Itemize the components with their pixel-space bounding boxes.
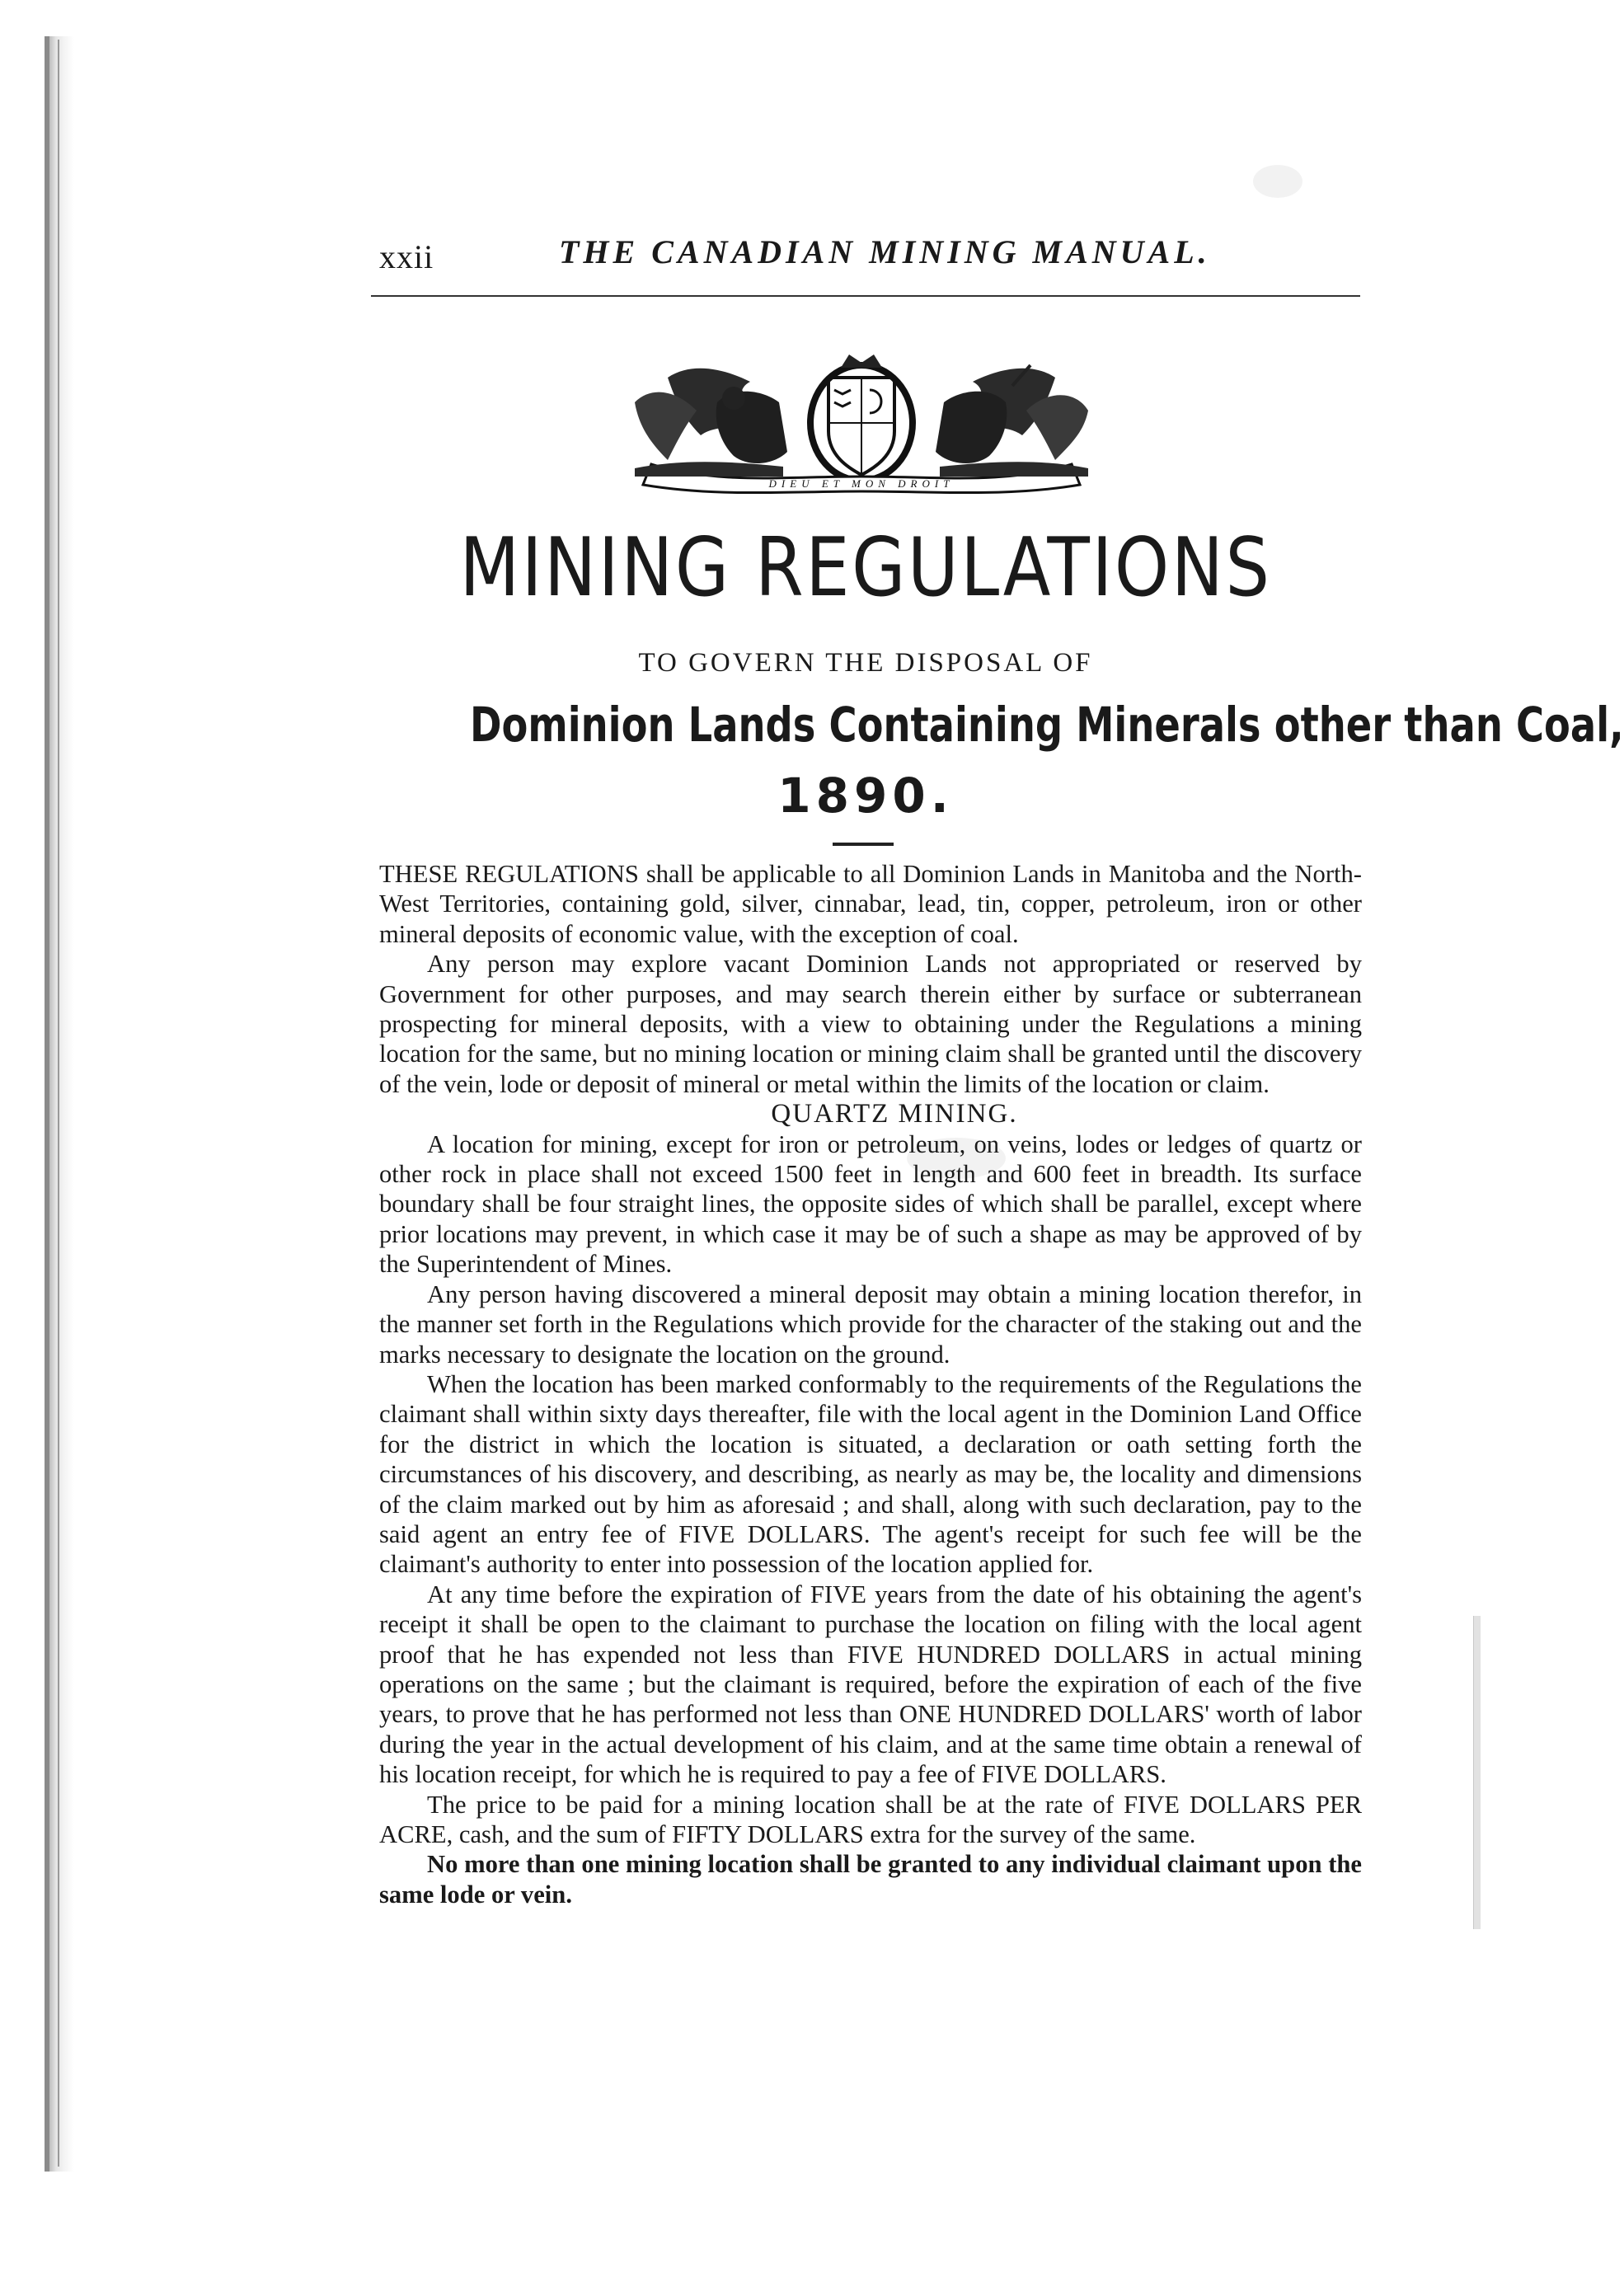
book-page-edge-line — [58, 40, 64, 2167]
main-title: MINING REGULATIONS — [459, 521, 1272, 615]
body-paragraph: The price to be paid for a mining location shall be at the rate of FIVE DOLLARS PER ACRE, cash, and the sum of FIFTY DOLLARS extra for the survey of the same. — [379, 1790, 1362, 1848]
body-paragraph: Any person may explore vacant Dominion Lands not appropriated or reserved by Government for other purposes, and may search therein either by surface or subterranean prospecting for mineral deposits, with a view to obtaining under the Regulations a mining location for the same, but no mining location or mining claim shall be granted until the discovery of the vein, lode or deposit of mineral or metal within the limits of the location or claim. — [379, 950, 1362, 1098]
regulations-body — [379, 859, 1362, 1909]
paper-smudge — [1253, 165, 1302, 198]
header-rule — [371, 295, 1360, 297]
sub-title: TO GOVERN THE DISPOSAL OF — [638, 648, 1093, 678]
body-paragraph: Any person having discovered a mineral deposit may obtain a mining location therefor, in the manner set forth in the Regulations which provide for the character of the staking out and the marks necessary to designate the location on the ground. — [379, 1280, 1362, 1369]
motto-text: DIEU ET MON DROIT — [768, 477, 955, 490]
body-paragraph: A location for mining, except for iron or petroleum, on veins, lodes or ledges of quartz or other rock in place shall not exceed 1500 feet in length and 600 feet in breadth. Its surface boundary shall be four straight lines, the opposite sides of which shall be parallel, except where prior locations may prevent, in which case it may be of such a shape as may be approved of by the Superintendent of Mines. — [379, 1129, 1362, 1279]
coat-of-arms-emblem — [618, 353, 1105, 497]
book-right-edge — [1473, 1616, 1481, 1929]
intro-paragraph: THESE REGULATIONS shall be applicable to all Dominion Lands in Manitoba and the North-West Territories, containing gold, silver, cinnabar, lead, tin, copper, petroleum, iron or other mineral deposits of economic value, with the exception of coal. — [379, 860, 1362, 948]
closing-paragraph: No more than one mining location shall be granted to any individual claimant upon the same lode or vein. — [379, 1850, 1362, 1909]
running-head — [371, 223, 1360, 275]
running-title: THE CANADIAN MINING MANUAL. — [559, 233, 1211, 270]
body-paragraph: When the location has been marked conformably to the requirements of the Regulations the claimant shall within sixty days thereafter, file with the local agent in the Dominion Land Office for the district in which the location is situated, a declaration or oath setting forth the circumstances of his discovery, and describing, as nearly as may be, the locality and dimensions of the claim marked out by him as aforesaid ; and shall, along with such declaration, pay to the said agent an entry fee of FIVE DOLLARS. The agent's receipt for such fee will be the claimant's authority to enter into possession of the location applied for. — [379, 1369, 1362, 1579]
title-rule — [833, 843, 894, 846]
lands-title: Dominion Lands Containing Minerals other than Coal, — [470, 697, 1624, 753]
body-paragraph: At any time before the expiration of FIVE years from the date of his obtaining the agent's receipt it shall be open to the claimant to purchase the location on filing with the local agent proof that he has expended not less than FIVE HUNDRED DOLLARS in actual mining operations on the same ; but the claimant is required, before the expiration of each of the five years, to prove that he has performed not less than ONE HUNDRED DOLLARS' worth of labor during the year in the actual development of his claim, and at the same time obtain a renewal of his location receipt, for which he is required to pay a fee of FIVE DOLLARS. — [379, 1580, 1362, 1789]
page-number: xxii — [379, 238, 434, 275]
section-heading-quartz-mining: QUARTZ MINING. — [771, 1099, 1018, 1129]
year-title: 1890. — [777, 768, 954, 824]
